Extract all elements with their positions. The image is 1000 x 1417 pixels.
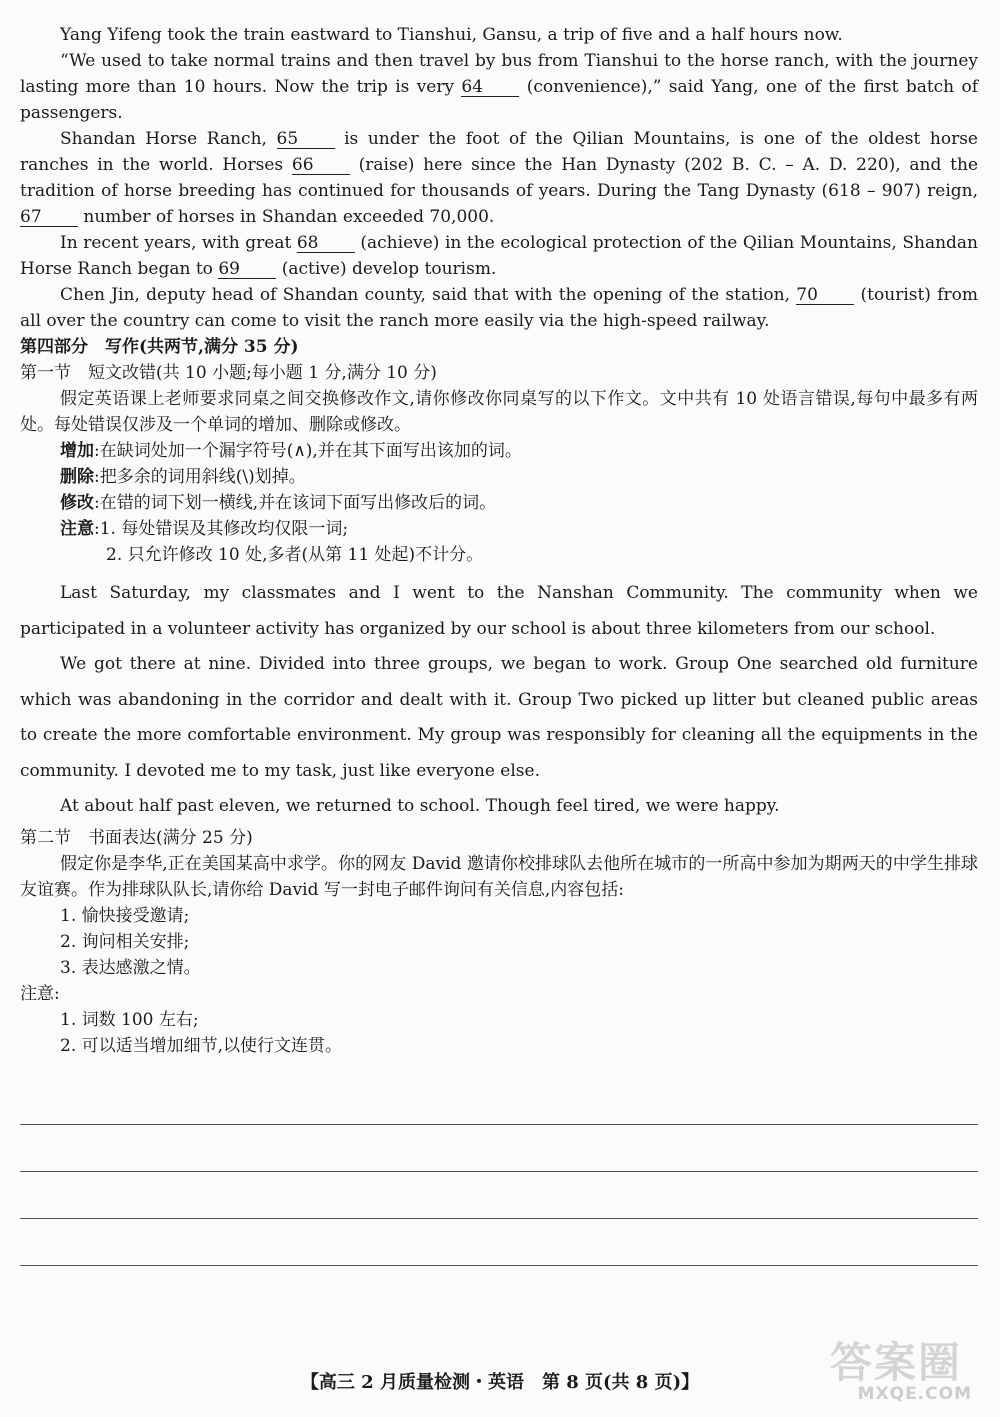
content-item-3: 3. 表达感激之情。 bbox=[60, 957, 201, 978]
passage-paragraph-5 bbox=[20, 282, 978, 334]
blank-65: 65 bbox=[277, 130, 335, 149]
passage-text: (active) develop tourism. bbox=[276, 259, 497, 279]
answer-line bbox=[20, 1124, 978, 1125]
passage-text: is under the foot of the Qilian Mountains, is one of the oldest horse ranches in the world. Horses bbox=[20, 129, 978, 175]
passage-text: (convenience),” said Yang, one of the first batch of passengers. bbox=[20, 77, 978, 123]
rule-note-1 bbox=[20, 516, 978, 542]
rule-label: 注意 bbox=[60, 519, 94, 539]
section2-title: 第二节 书面表达(满分 25 分) bbox=[20, 827, 253, 848]
content-item-2: 2. 询问相关安排; bbox=[60, 931, 190, 952]
essay-paragraph-1: Last Saturday, my classmates and I went to the Nanshan Community. The community when we participated in a volunteer activity has organized by our school is about three kilometers from our school. bbox=[20, 583, 978, 639]
rule-add bbox=[20, 438, 978, 464]
passage-text: (achieve) in the ecological protection of the Qilian Mountains, Shandan Horse Ranch began to bbox=[20, 233, 979, 279]
passage-text: In recent years, with great bbox=[60, 233, 297, 253]
watermark-logo bbox=[782, 1330, 972, 1410]
answer-line bbox=[20, 1265, 978, 1266]
passage-text: number of horses in Shandan exceeded 70,000. bbox=[78, 207, 495, 227]
answer-line bbox=[20, 1171, 978, 1172]
passage-text: Shandan Horse Ranch, bbox=[60, 129, 277, 149]
essay-paragraph-2: We got there at nine. Divided into three groups, we began to work. Group One searched old furniture which was abandoning in the corridor and dealt with it. Group Two picked up litter but cleaned public areas to create the more comfortable environment. My group was responsibly for cleaning all the equipments in the community. I devoted me to my task, just like everyone else. bbox=[20, 654, 978, 781]
rule-label: 修改 bbox=[60, 493, 94, 513]
rule-text: :在缺词处加一个漏字符号(∧),并在其下面写出该加的词。 bbox=[94, 441, 522, 461]
rule-label: 增加 bbox=[60, 441, 94, 461]
rule-note-2: 2. 只允许修改 10 处,多者(从第 11 处起)不计分。 bbox=[106, 545, 484, 565]
rule-text: :在错的词下划一横线,并在该词下面写出修改后的词。 bbox=[94, 493, 497, 513]
rule-text: :把多余的词用斜线(\)划掉。 bbox=[94, 467, 306, 487]
rule-label: 删除 bbox=[60, 467, 94, 487]
passage-text: “We used to take normal trains and then travel by bus from Tianshui to the horse ranch, with the journey lasting more than 10 hours. Now the trip is very bbox=[20, 51, 978, 97]
blank-64: 64 bbox=[461, 78, 519, 97]
blank-70: 70 bbox=[796, 286, 854, 305]
section1-title: 第一节 短文改错(共 10 小题;每小题 1 分,满分 10 分) bbox=[20, 363, 437, 383]
blank-68: 68 bbox=[297, 234, 355, 253]
essay-paragraph-3: At about half past eleven, we returned to school. Though feel tired, we were happy. bbox=[60, 796, 780, 816]
passage-paragraph-2 bbox=[20, 48, 978, 126]
passage-text: Chen Jin, deputy head of Shandan county, said that with the opening of the station, bbox=[60, 285, 797, 305]
section1-intro: 假定英语课上老师要求同桌之间交换修改作文,请你修改你同桌写的以下作文。文中共有 10 处语言错误,每句中最多有两处。每处错误仅涉及一个单词的增加、删除或修改。 bbox=[20, 389, 978, 435]
content-item-1: 1. 愉快接受邀请; bbox=[60, 905, 190, 926]
answer-lines bbox=[20, 1124, 978, 1312]
passage-paragraph-3 bbox=[20, 126, 978, 230]
section2-intro: 假定你是李华,正在美国某高中求学。你的网友 David 邀请你校排球队去他所在城市的一所高中参加为期两天的中学生排球友谊赛。作为排球队队长,请你给 David 写一封电子邮件询问有关信息,内容包括: bbox=[20, 853, 978, 900]
rule-delete bbox=[20, 464, 978, 490]
page-footer: 【高三 2 月质量检测・英语 第 8 页(共 8 页)】 bbox=[300, 1372, 700, 1393]
watermark-icon: 答案圈 bbox=[829, 1338, 962, 1387]
blank-67: 67 bbox=[20, 208, 78, 227]
blank-69: 69 bbox=[218, 260, 276, 279]
exam-page bbox=[20, 22, 978, 1059]
passage-paragraph-4 bbox=[20, 230, 978, 282]
correction-essay bbox=[20, 576, 978, 825]
watermark-site: MXQE.COM bbox=[857, 1384, 972, 1404]
writing-note-2: 2. 可以适当增加细节,以使行文连贯。 bbox=[60, 1035, 343, 1056]
writing-note-label: 注意: bbox=[20, 983, 60, 1004]
part4-title: 第四部分 写作(共两节,满分 35 分) bbox=[20, 337, 299, 357]
passage-text: (raise) here since the Han Dynasty (202 B. C. – A. D. 220), and the tradition of horse breeding has continued for thousands of years. During the Tang Dynasty (618 – 907) reign, bbox=[20, 155, 978, 201]
passage-paragraph-1 bbox=[20, 22, 978, 48]
answer-line bbox=[20, 1218, 978, 1219]
passage-text: Yang Yifeng took the train eastward to Tianshui, Gansu, a trip of five and a half hours now. bbox=[60, 25, 843, 45]
rule-modify bbox=[20, 490, 978, 516]
blank-66: 66 bbox=[292, 156, 350, 175]
passage-text: (tourist) from all over the country can come to visit the ranch more easily via the high-speed railway. bbox=[20, 285, 978, 331]
writing-note-1: 1. 词数 100 左右; bbox=[60, 1009, 199, 1030]
rule-text: :1. 每处错误及其修改均仅限一词; bbox=[94, 519, 349, 539]
